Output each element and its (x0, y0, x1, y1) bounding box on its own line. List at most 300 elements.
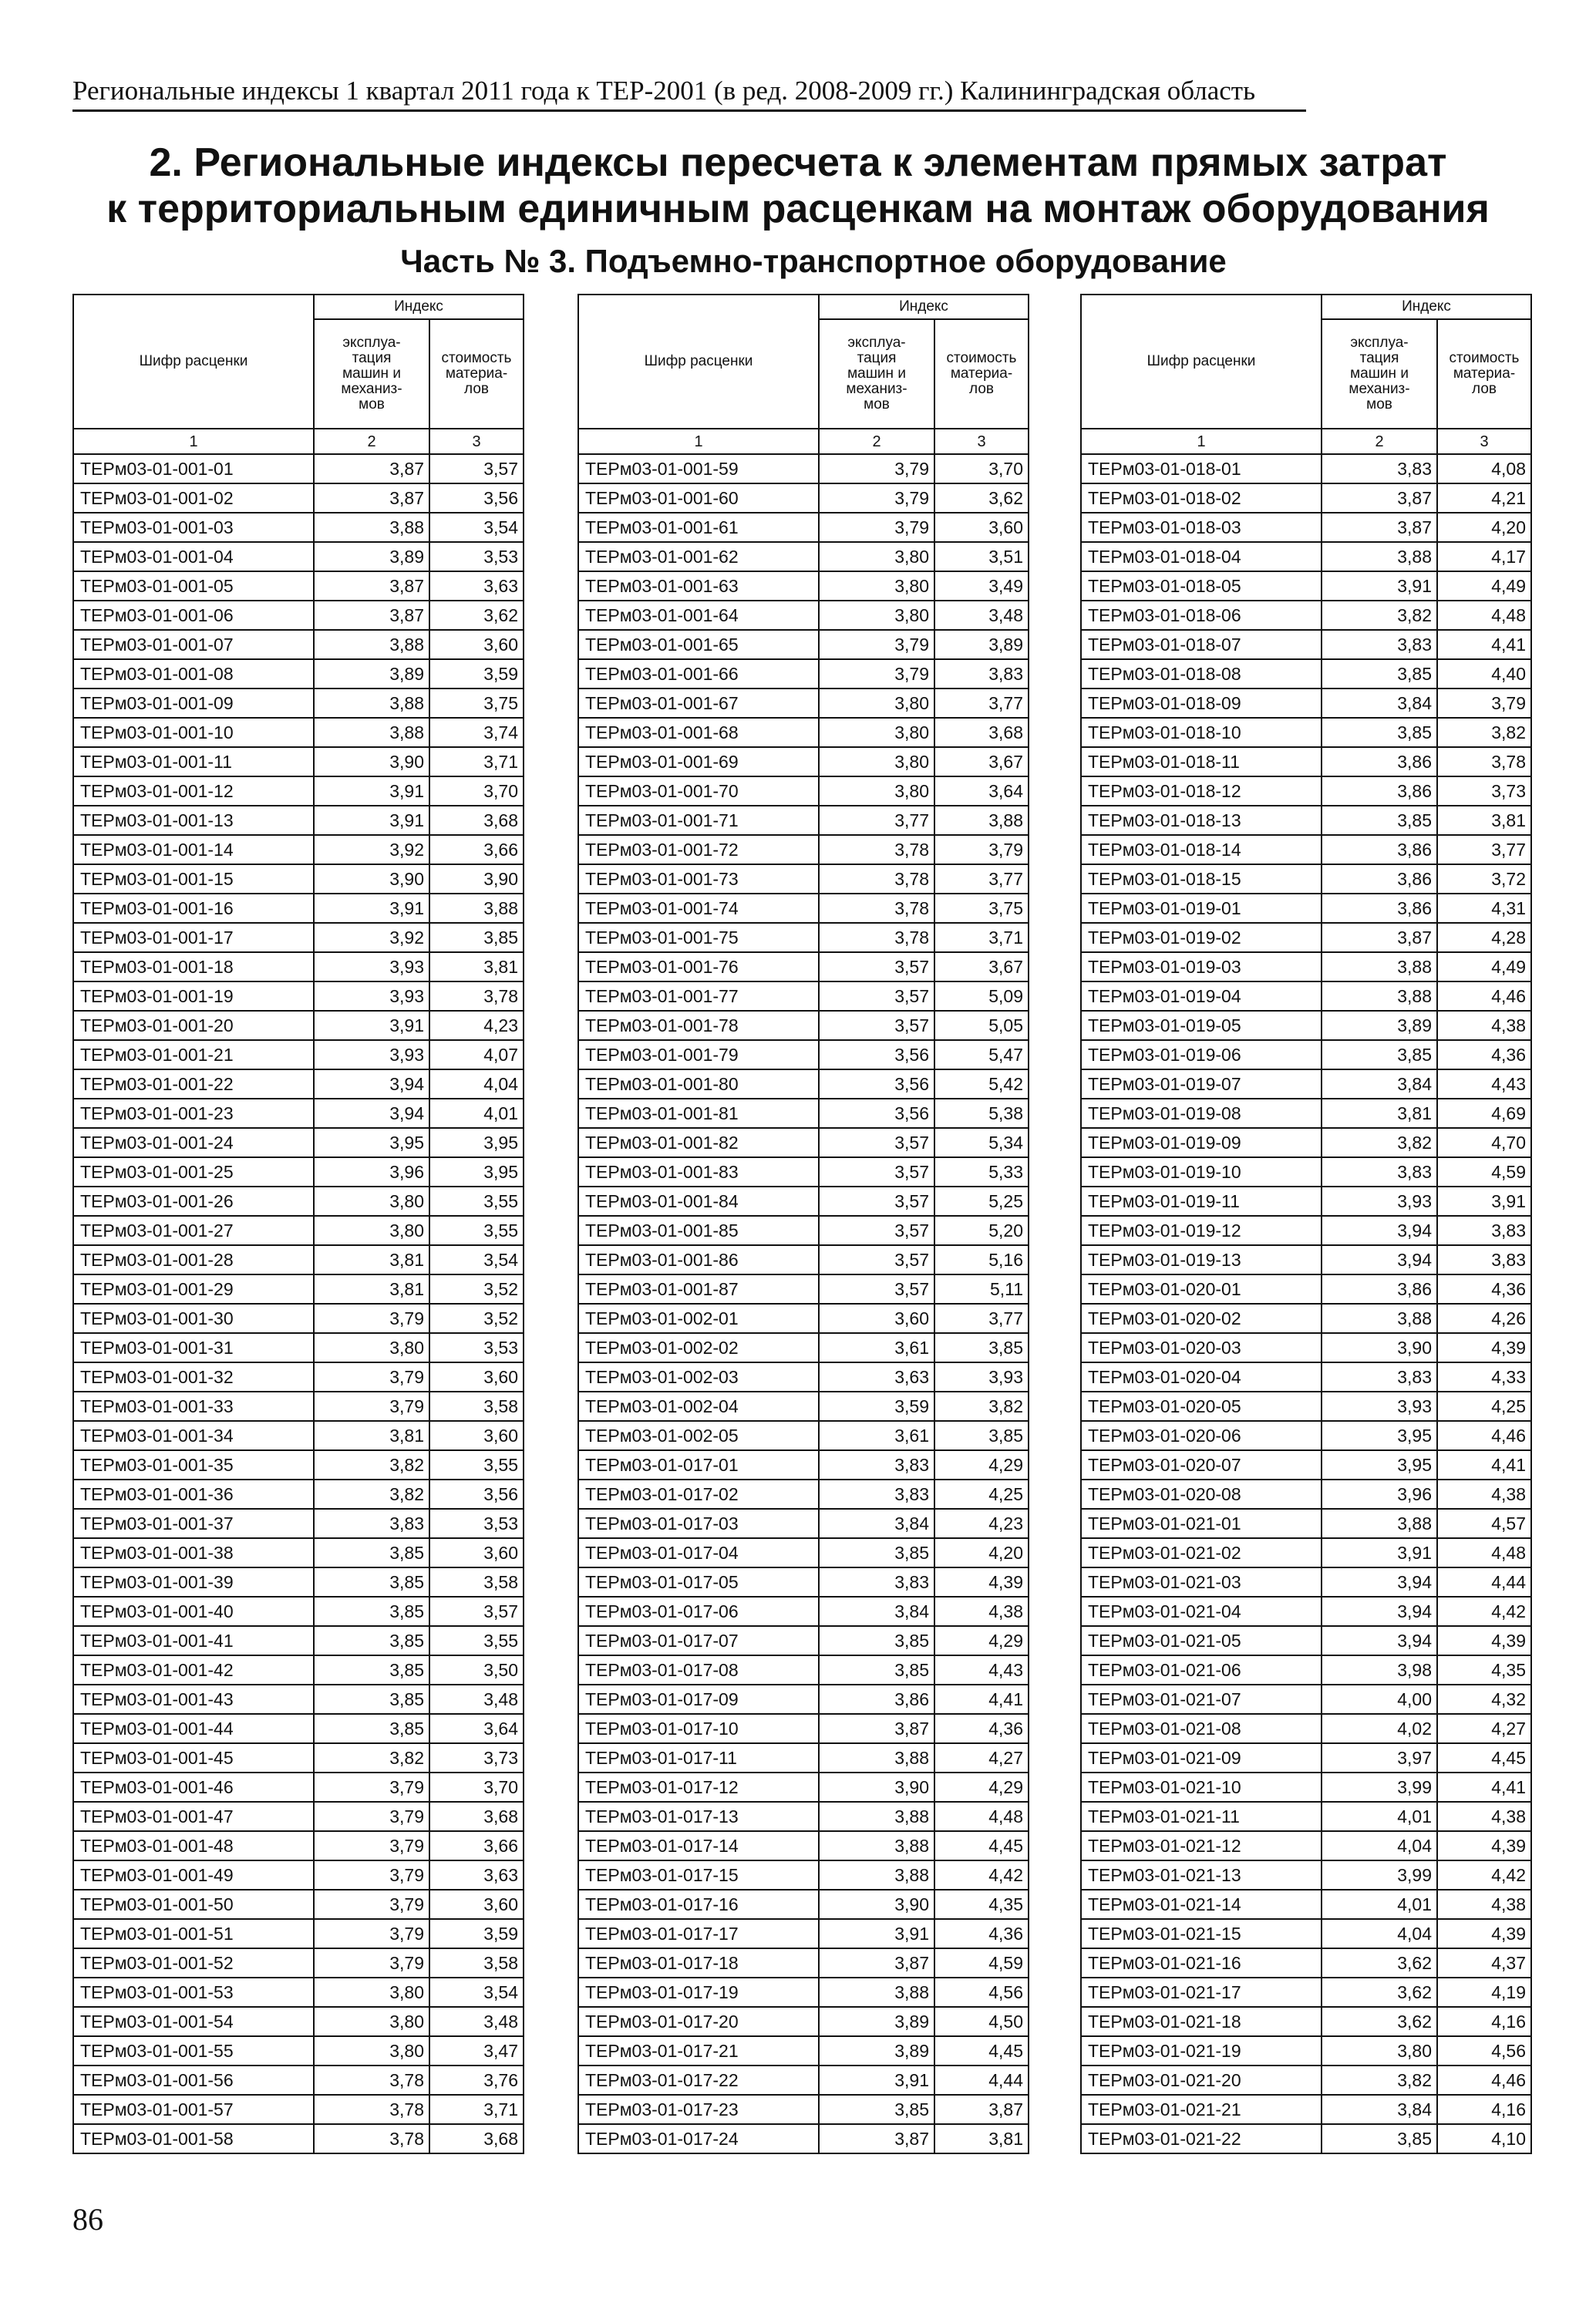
index-table-3 (1080, 294, 1532, 2154)
materials-index-cell: 4,36 (1437, 1274, 1531, 1304)
table-row (578, 454, 1029, 483)
materials-index-cell: 3,68 (429, 806, 524, 835)
table-row (578, 776, 1029, 806)
materials-index-cell: 4,26 (1437, 1304, 1531, 1333)
table-row (578, 2036, 1029, 2066)
machines-index-cell: 3,91 (314, 806, 429, 835)
table-row (1081, 1509, 1531, 1538)
machines-index-cell: 3,80 (314, 1187, 429, 1216)
rate-code-cell: ТЕРм03-01-001-18 (73, 952, 314, 981)
table-row (73, 2036, 524, 2066)
materials-index-cell: 3,58 (429, 1948, 524, 1978)
table-row (1081, 513, 1531, 542)
materials-index-cell: 3,59 (429, 659, 524, 689)
materials-index-cell: 3,77 (934, 1304, 1029, 1333)
table-row (1081, 1099, 1531, 1128)
materials-index-cell: 4,35 (934, 1890, 1029, 1919)
header-number-2: 2 (1322, 429, 1437, 454)
rate-code-cell: ТЕРм03-01-001-68 (578, 718, 819, 747)
table-row (1081, 776, 1531, 806)
table-row (1081, 483, 1531, 513)
rate-code-cell: ТЕРм03-01-001-41 (73, 1626, 314, 1655)
rate-code-cell: ТЕРм03-01-018-07 (1081, 630, 1322, 659)
header-number-1: 1 (73, 429, 314, 454)
materials-index-cell: 3,48 (429, 2007, 524, 2036)
machines-index-cell: 3,94 (1322, 1216, 1437, 1245)
materials-index-cell: 4,25 (934, 1480, 1029, 1509)
table-row (1081, 2124, 1531, 2153)
machines-index-cell: 3,83 (1322, 630, 1437, 659)
materials-index-cell: 4,39 (934, 1567, 1029, 1597)
machines-index-cell: 3,86 (819, 1685, 934, 1714)
materials-index-cell: 3,88 (934, 806, 1029, 835)
rate-code-cell: ТЕРм03-01-018-03 (1081, 513, 1322, 542)
machines-index-cell: 3,85 (1322, 718, 1437, 747)
machines-index-cell: 3,91 (314, 776, 429, 806)
table-row (73, 981, 524, 1011)
table-row (578, 923, 1029, 952)
materials-index-cell: 3,53 (429, 1333, 524, 1362)
table-row (1081, 864, 1531, 894)
rate-code-cell: ТЕРм03-01-001-15 (73, 864, 314, 894)
header-index: Индекс (819, 295, 1029, 319)
materials-index-cell: 3,91 (1437, 1187, 1531, 1216)
materials-index-cell: 5,34 (934, 1128, 1029, 1157)
materials-index-cell: 4,38 (1437, 1890, 1531, 1919)
rate-code-cell: ТЕРм03-01-001-05 (73, 571, 314, 601)
rate-code-cell: ТЕРм03-01-020-08 (1081, 1480, 1322, 1509)
table-body (73, 454, 524, 2153)
table-row (73, 689, 524, 718)
rate-code-cell: ТЕРм03-01-018-15 (1081, 864, 1322, 894)
rate-code-cell: ТЕРм03-01-001-83 (578, 1157, 819, 1187)
table-row (578, 1860, 1029, 1890)
rate-code-cell: ТЕРм03-01-020-03 (1081, 1333, 1322, 1362)
machines-index-cell: 3,80 (819, 571, 934, 601)
materials-index-cell: 3,60 (429, 1538, 524, 1567)
page-number: 86 (72, 2202, 103, 2237)
machines-index-cell: 3,88 (1322, 542, 1437, 571)
machines-index-cell: 3,80 (819, 542, 934, 571)
rate-code-cell: ТЕРм03-01-017-09 (578, 1685, 819, 1714)
materials-index-cell: 4,44 (934, 2066, 1029, 2095)
materials-index-cell: 4,43 (1437, 1069, 1531, 1099)
table-row (1081, 601, 1531, 630)
materials-index-cell: 4,32 (1437, 1685, 1531, 1714)
table-row (1081, 2007, 1531, 2036)
rate-code-cell: ТЕРм03-01-001-48 (73, 1831, 314, 1860)
rate-code-cell: ТЕРм03-01-001-27 (73, 1216, 314, 1245)
rate-code-cell: ТЕРм03-01-001-38 (73, 1538, 314, 1567)
materials-index-cell: 3,52 (429, 1274, 524, 1304)
materials-index-cell: 4,43 (934, 1655, 1029, 1685)
rate-code-cell: ТЕРм03-01-002-02 (578, 1333, 819, 1362)
materials-index-cell: 3,55 (429, 1187, 524, 1216)
rate-code-cell: ТЕРм03-01-001-34 (73, 1421, 314, 1450)
machines-index-cell: 4,04 (1322, 1831, 1437, 1860)
rate-code-cell: ТЕРм03-01-001-70 (578, 776, 819, 806)
rate-code-cell: ТЕРм03-01-001-22 (73, 1069, 314, 1099)
machines-index-cell: 3,89 (1322, 1011, 1437, 1040)
machines-index-cell: 3,91 (1322, 1538, 1437, 1567)
materials-index-cell: 4,42 (1437, 1860, 1531, 1890)
materials-index-cell: 4,59 (1437, 1157, 1531, 1187)
materials-index-cell: 3,75 (429, 689, 524, 718)
machines-index-cell: 3,94 (1322, 1597, 1437, 1626)
rate-code-cell: ТЕРм03-01-020-07 (1081, 1450, 1322, 1480)
rate-code-cell: ТЕРм03-01-020-02 (1081, 1304, 1322, 1333)
table-row (73, 1831, 524, 1860)
table-row (73, 747, 524, 776)
rate-code-cell: ТЕРм03-01-001-29 (73, 1274, 314, 1304)
machines-index-cell: 3,79 (314, 1362, 429, 1392)
table-row (73, 1743, 524, 1773)
machines-index-cell: 3,80 (314, 1333, 429, 1362)
table-row (73, 923, 524, 952)
table-row (1081, 1714, 1531, 1743)
table-row (73, 835, 524, 864)
materials-index-cell: 4,29 (934, 1626, 1029, 1655)
machines-index-cell: 3,93 (314, 1040, 429, 1069)
machines-index-cell: 3,83 (819, 1480, 934, 1509)
rate-code-cell: ТЕРм03-01-019-09 (1081, 1128, 1322, 1157)
rate-code-cell: ТЕРм03-01-021-12 (1081, 1831, 1322, 1860)
rate-code-cell: ТЕРм03-01-021-02 (1081, 1538, 1322, 1567)
rate-code-cell: ТЕРм03-01-001-23 (73, 1099, 314, 1128)
materials-index-cell: 4,45 (1437, 1743, 1531, 1773)
machines-index-cell: 3,81 (314, 1421, 429, 1450)
table-row (73, 1655, 524, 1685)
header-number-1: 1 (1081, 429, 1322, 454)
machines-index-cell: 3,80 (819, 718, 934, 747)
materials-index-cell: 3,68 (429, 1802, 524, 1831)
rate-code-cell: ТЕРм03-01-019-12 (1081, 1216, 1322, 1245)
table-row (578, 1626, 1029, 1655)
rate-code-cell: ТЕРм03-01-001-32 (73, 1362, 314, 1392)
materials-index-cell: 3,60 (429, 630, 524, 659)
materials-index-cell: 3,53 (429, 1509, 524, 1538)
table-row (73, 2007, 524, 2036)
machines-index-cell: 3,88 (819, 1802, 934, 1831)
machines-index-cell: 3,88 (314, 718, 429, 747)
machines-index-cell: 3,85 (314, 1626, 429, 1655)
table-row (1081, 1743, 1531, 1773)
rate-code-cell: ТЕРм03-01-018-04 (1081, 542, 1322, 571)
table-row (1081, 1450, 1531, 1480)
table-row (578, 2007, 1029, 2036)
table-row (578, 1069, 1029, 1099)
table-row (1081, 2066, 1531, 2095)
rate-code-cell: ТЕРм03-01-017-08 (578, 1655, 819, 1685)
rate-code-cell: ТЕРм03-01-018-02 (1081, 483, 1322, 513)
machines-index-cell: 3,84 (819, 1509, 934, 1538)
machines-index-cell: 3,85 (1322, 2124, 1437, 2153)
rate-code-cell: ТЕРм03-01-001-58 (73, 2124, 314, 2153)
materials-index-cell: 3,70 (429, 1773, 524, 1802)
machines-index-cell: 3,57 (819, 952, 934, 981)
rate-code-cell: ТЕРм03-01-018-13 (1081, 806, 1322, 835)
header-number-1: 1 (578, 429, 819, 454)
machines-index-cell: 3,85 (1322, 659, 1437, 689)
rate-code-cell: ТЕРм03-01-017-02 (578, 1480, 819, 1509)
rate-code-cell: ТЕРм03-01-001-11 (73, 747, 314, 776)
table-row (578, 747, 1029, 776)
rate-code-cell: ТЕРм03-01-018-08 (1081, 659, 1322, 689)
materials-index-cell: 4,36 (934, 1714, 1029, 1743)
materials-index-cell: 3,64 (934, 776, 1029, 806)
rate-code-cell: ТЕРм03-01-017-04 (578, 1538, 819, 1567)
rate-code-cell: ТЕРм03-01-021-04 (1081, 1597, 1322, 1626)
machines-index-cell: 3,90 (1322, 1333, 1437, 1362)
table-row (1081, 1978, 1531, 2007)
table-row (1081, 1245, 1531, 1274)
table-row (73, 1187, 524, 1216)
rate-code-cell: ТЕРм03-01-019-10 (1081, 1157, 1322, 1187)
machines-index-cell: 3,93 (314, 981, 429, 1011)
machines-index-cell: 3,79 (819, 659, 934, 689)
table-row (578, 718, 1029, 747)
table-row (73, 1011, 524, 1040)
materials-index-cell: 4,25 (1437, 1392, 1531, 1421)
header-number-2: 2 (819, 429, 934, 454)
section-title-line-2: к территориальным единичным расценкам на монтаж оборудования (106, 187, 1490, 231)
rate-code-cell: ТЕРм03-01-021-22 (1081, 2124, 1322, 2153)
materials-index-cell: 4,39 (1437, 1333, 1531, 1362)
rate-code-cell: ТЕРм03-01-021-13 (1081, 1860, 1322, 1890)
materials-index-cell: 5,20 (934, 1216, 1029, 1245)
machines-index-cell: 3,86 (1322, 747, 1437, 776)
machines-index-cell: 3,59 (819, 1392, 934, 1421)
machines-index-cell: 3,79 (314, 1831, 429, 1860)
rate-code-cell: ТЕРм03-01-001-24 (73, 1128, 314, 1157)
table-row (73, 1216, 524, 1245)
table-row (73, 1040, 524, 1069)
rate-code-cell: ТЕРм03-01-001-07 (73, 630, 314, 659)
materials-index-cell: 4,07 (429, 1040, 524, 1069)
rate-code-cell: ТЕРм03-01-001-02 (73, 483, 314, 513)
machines-index-cell: 3,83 (314, 1509, 429, 1538)
machines-index-cell: 3,56 (819, 1040, 934, 1069)
rate-code-cell: ТЕРм03-01-001-46 (73, 1773, 314, 1802)
rate-code-cell: ТЕРм03-01-021-08 (1081, 1714, 1322, 1743)
rate-code-cell: ТЕРм03-01-017-16 (578, 1890, 819, 1919)
machines-index-cell: 3,62 (1322, 1978, 1437, 2007)
rate-code-cell: ТЕРм03-01-001-09 (73, 689, 314, 718)
table-row (578, 1597, 1029, 1626)
machines-index-cell: 3,87 (1322, 513, 1437, 542)
materials-index-cell: 4,27 (934, 1743, 1029, 1773)
part-subtitle: Часть № 3. Подъемно-транспортное оборудование (400, 243, 1227, 279)
machines-index-cell: 3,86 (1322, 835, 1437, 864)
table-row (578, 1714, 1029, 1743)
rate-code-cell: ТЕРм03-01-001-63 (578, 571, 819, 601)
machines-index-cell: 3,81 (314, 1245, 429, 1274)
table-row (1081, 1831, 1531, 1860)
table-row (73, 1157, 524, 1187)
machines-index-cell: 3,88 (1322, 952, 1437, 981)
rate-code-cell: ТЕРм03-01-021-19 (1081, 2036, 1322, 2066)
materials-index-cell: 4,04 (429, 1069, 524, 1099)
machines-index-cell: 3,85 (314, 1655, 429, 1685)
materials-index-cell: 3,72 (1437, 864, 1531, 894)
table-row (578, 835, 1029, 864)
rate-code-cell: ТЕРм03-01-021-16 (1081, 1948, 1322, 1978)
rate-code-cell: ТЕРм03-01-001-87 (578, 1274, 819, 1304)
machines-index-cell: 3,91 (1322, 571, 1437, 601)
materials-index-cell: 3,63 (429, 1860, 524, 1890)
table-row (73, 1450, 524, 1480)
table-row (73, 513, 524, 542)
machines-index-cell: 3,88 (819, 1860, 934, 1890)
machines-index-cell: 3,96 (314, 1157, 429, 1187)
materials-index-cell: 3,54 (429, 1978, 524, 2007)
table-row (73, 454, 524, 483)
table-row (1081, 806, 1531, 835)
rate-code-cell: ТЕРм03-01-018-05 (1081, 571, 1322, 601)
rate-code-cell: ТЕРм03-01-017-11 (578, 1743, 819, 1773)
materials-index-cell: 3,48 (429, 1685, 524, 1714)
header-number-3: 3 (934, 429, 1029, 454)
rate-code-cell: ТЕРм03-01-001-54 (73, 2007, 314, 2036)
materials-index-cell: 4,39 (1437, 1626, 1531, 1655)
machines-index-cell: 3,93 (1322, 1392, 1437, 1421)
materials-index-cell: 4,36 (1437, 1040, 1531, 1069)
table-row (73, 1480, 524, 1509)
table-row (1081, 1362, 1531, 1392)
table-row (73, 1714, 524, 1743)
machines-index-cell: 3,88 (1322, 1304, 1437, 1333)
table-row (1081, 1421, 1531, 1450)
machines-index-cell: 3,79 (314, 1773, 429, 1802)
machines-index-cell: 3,82 (314, 1743, 429, 1773)
rate-code-cell: ТЕРм03-01-021-06 (1081, 1655, 1322, 1685)
materials-index-cell: 3,81 (1437, 806, 1531, 835)
table-row (73, 2124, 524, 2153)
materials-index-cell: 3,62 (934, 483, 1029, 513)
rate-code-cell: ТЕРм03-01-017-23 (578, 2095, 819, 2124)
table-row (578, 2095, 1029, 2124)
materials-index-cell: 3,70 (429, 776, 524, 806)
table-row (578, 1978, 1029, 2007)
table-row (1081, 2095, 1531, 2124)
machines-index-cell: 3,87 (314, 601, 429, 630)
rate-code-cell: ТЕРм03-01-001-44 (73, 1714, 314, 1743)
materials-index-cell: 4,27 (1437, 1714, 1531, 1743)
materials-index-cell: 3,79 (1437, 689, 1531, 718)
header-index: Индекс (314, 295, 524, 319)
rate-code-cell: ТЕРм03-01-019-07 (1081, 1069, 1322, 1099)
rate-code-cell: ТЕРм03-01-021-20 (1081, 2066, 1322, 2095)
rate-code-cell: ТЕРм03-01-002-01 (578, 1304, 819, 1333)
machines-index-cell: 3,87 (314, 483, 429, 513)
machines-index-cell: 3,83 (1322, 454, 1437, 483)
machines-index-cell: 3,87 (819, 1714, 934, 1743)
materials-index-cell: 3,54 (429, 1245, 524, 1274)
rate-code-cell: ТЕРм03-01-001-40 (73, 1597, 314, 1626)
rate-code-cell: ТЕРм03-01-017-12 (578, 1773, 819, 1802)
materials-index-cell: 3,81 (429, 952, 524, 981)
header-number-3: 3 (429, 429, 524, 454)
rate-code-cell: ТЕРм03-01-001-60 (578, 483, 819, 513)
table-row (1081, 894, 1531, 923)
table-row (578, 689, 1029, 718)
materials-index-cell: 3,85 (934, 1421, 1029, 1450)
materials-index-cell: 3,85 (429, 923, 524, 952)
rate-code-cell: ТЕРм03-01-001-25 (73, 1157, 314, 1187)
rate-code-cell: ТЕРм03-01-021-07 (1081, 1685, 1322, 1714)
materials-index-cell: 3,71 (429, 2095, 524, 2124)
table-row (578, 1392, 1029, 1421)
machines-index-cell: 3,60 (819, 1304, 934, 1333)
rate-code-cell: ТЕРм03-01-001-08 (73, 659, 314, 689)
rate-code-cell: ТЕРм03-01-019-02 (1081, 923, 1322, 952)
table-row (73, 1890, 524, 1919)
materials-index-cell: 3,88 (429, 894, 524, 923)
rate-code-cell: ТЕРм03-01-017-13 (578, 1802, 819, 1831)
machines-index-cell: 3,95 (1322, 1450, 1437, 1480)
table-row (578, 2066, 1029, 2095)
table-row (73, 1274, 524, 1304)
materials-index-cell: 4,36 (934, 1919, 1029, 1948)
table-row (1081, 542, 1531, 571)
rate-code-cell: ТЕРм03-01-001-06 (73, 601, 314, 630)
machines-index-cell: 3,63 (819, 1362, 934, 1392)
table-row (578, 1890, 1029, 1919)
table-row (1081, 630, 1531, 659)
rate-code-cell: ТЕРм03-01-001-64 (578, 601, 819, 630)
rate-code-cell: ТЕРм03-01-018-06 (1081, 601, 1322, 630)
machines-index-cell: 3,81 (1322, 1099, 1437, 1128)
table-row (1081, 1274, 1531, 1304)
materials-index-cell: 3,54 (429, 513, 524, 542)
rate-code-cell: ТЕРм03-01-017-05 (578, 1567, 819, 1597)
rate-code-cell: ТЕРм03-01-018-11 (1081, 747, 1322, 776)
machines-index-cell: 3,84 (1322, 689, 1437, 718)
machines-index-cell: 3,85 (1322, 1040, 1437, 1069)
table-row (73, 864, 524, 894)
table-row (73, 1773, 524, 1802)
materials-index-cell: 4,31 (1437, 894, 1531, 923)
materials-index-cell: 3,48 (934, 601, 1029, 630)
machines-index-cell: 3,95 (1322, 1421, 1437, 1450)
rate-code-cell: ТЕРм03-01-021-15 (1081, 1919, 1322, 1948)
rate-code-cell: ТЕРм03-01-019-08 (1081, 1099, 1322, 1128)
materials-index-cell: 5,25 (934, 1187, 1029, 1216)
table-row (578, 601, 1029, 630)
materials-index-cell: 3,66 (429, 835, 524, 864)
materials-index-cell: 3,87 (934, 2095, 1029, 2124)
table-row (73, 483, 524, 513)
machines-index-cell: 3,82 (1322, 601, 1437, 630)
machines-index-cell: 3,90 (314, 747, 429, 776)
machines-index-cell: 3,56 (819, 1069, 934, 1099)
header-code: Шифр расценки (73, 295, 314, 429)
materials-index-cell: 3,47 (429, 2036, 524, 2066)
materials-index-cell: 4,28 (1437, 923, 1531, 952)
table-row (578, 1831, 1029, 1860)
table-row (578, 981, 1029, 1011)
table-row (73, 894, 524, 923)
table-row (578, 1128, 1029, 1157)
table-row (1081, 747, 1531, 776)
table-row (1081, 952, 1531, 981)
rate-code-cell: ТЕРм03-01-021-17 (1081, 1978, 1322, 2007)
materials-index-cell: 5,09 (934, 981, 1029, 1011)
table-row (73, 1919, 524, 1948)
machines-index-cell: 3,84 (1322, 1069, 1437, 1099)
table-row (578, 1480, 1029, 1509)
rate-code-cell: ТЕРм03-01-017-10 (578, 1714, 819, 1743)
